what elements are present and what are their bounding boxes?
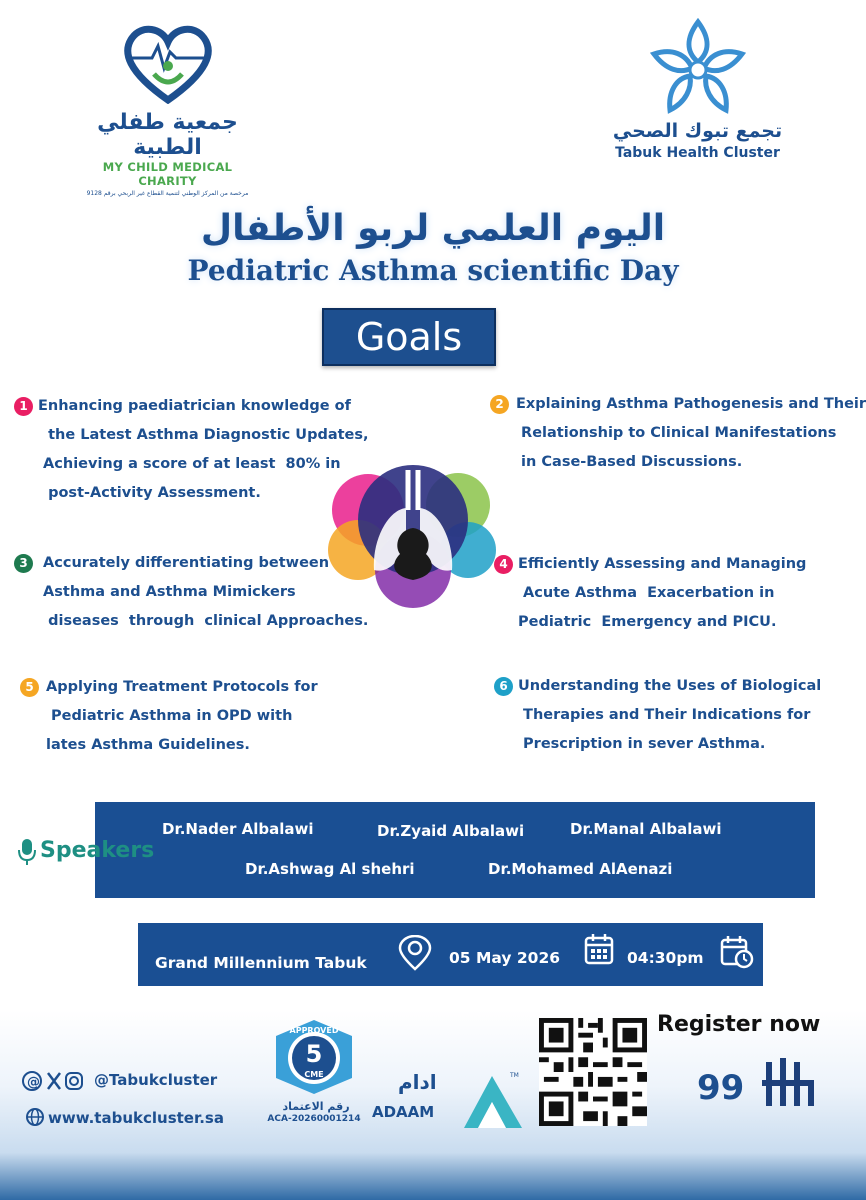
goal-text-5: Applying Treatment Protocols for Pediatric Asthma in OPD with lates Asthma Guidelines. (46, 679, 318, 753)
goal-number-5: 5 (20, 678, 39, 697)
tabuk-health-cluster-logo (605, 18, 790, 168)
register-now-label[interactable]: Register now (657, 1012, 821, 1037)
goal-5 (20, 673, 318, 760)
speakers-label: Speakers (40, 838, 155, 863)
adaam-trademark: TM (510, 1072, 519, 1079)
speaker-2: Dr.Zyaid Albalawi (377, 822, 525, 840)
event-details-bar (138, 923, 763, 986)
speaker-1: Dr.Nader Albalawi (162, 820, 314, 838)
event-time: 04:30pm (627, 949, 704, 967)
website-link[interactable]: www.tabukcluster.sa (48, 1109, 224, 1127)
social-handle[interactable]: @Tabukcluster (94, 1071, 218, 1089)
globe-icon (26, 1108, 44, 1130)
goal-number-6: 6 (494, 677, 513, 696)
title-english: Pediatric Asthma scientific Day (187, 254, 679, 287)
speaker-3: Dr.Manal Albalawi (570, 820, 722, 838)
svg-text:@: @ (27, 1075, 40, 1090)
speakers-panel (95, 802, 815, 898)
goal-number-2: 2 (490, 395, 509, 414)
lungs-illustration (328, 450, 498, 610)
goal-number-1: 1 (14, 397, 33, 416)
charity-license: مرخصة من المركز الوطني لتنمية القطاع غير الربحي برقم 9128 (86, 190, 249, 197)
cluster-star-icon (648, 18, 748, 116)
adaam-english: ADAAM (372, 1103, 435, 1121)
microphone-icon (18, 838, 36, 870)
goal-text-3: Accurately differentiating between Asthma and Asthma Mimickers diseases through clinical Approaches. (43, 555, 369, 629)
goal-text-1: Enhancing paediatrician knowledge of the Latest Asthma Diagnostic Updates, Achieving a score of at least 80% in post-Activity Assessment. (38, 398, 369, 501)
goal-4 (494, 550, 806, 637)
cme-hours: 5 (305, 1040, 323, 1068)
social-icons (22, 1070, 92, 1096)
register-code: 99 (697, 1068, 745, 1108)
event-date: 05 May 2026 (449, 949, 561, 967)
calendar-clock-icon (720, 935, 754, 969)
accreditation-number: ACA-20260001214 (267, 1114, 361, 1124)
qr-code[interactable] (538, 1018, 648, 1126)
accreditation-label: رقم الاعتماد (282, 1100, 350, 1113)
adaam-logo-icon (462, 1074, 524, 1130)
cluster-name-arabic: تجمع تبوك الصحي (612, 120, 783, 142)
goal-3 (14, 549, 368, 636)
cme-badge (268, 1016, 360, 1098)
goal-number-3: 3 (14, 554, 33, 573)
platform-logo-icon (760, 1056, 818, 1110)
cme-unit: CME (304, 1070, 324, 1079)
venue-name: Grand Millennium Tabuk (155, 954, 367, 972)
goal-text-2: Explaining Asthma Pathogenesis and Their Relationship to Clinical Manifestations in Case-Based Discussions. (516, 396, 866, 470)
charity-name-arabic: جمعية طفلي الطبية (97, 110, 238, 160)
goal-number-4: 4 (494, 555, 513, 574)
cme-approved-text: APPROVED (289, 1026, 339, 1035)
title-arabic: اليوم العلمي لربو الأطفال (200, 208, 666, 249)
my-child-charity-logo (80, 22, 255, 197)
goal-text-6: Understanding the Uses of Biological Therapies and Their Indications for Prescription in sever Asthma. (518, 678, 822, 752)
heart-icon (118, 22, 218, 104)
calendar-icon (584, 933, 614, 965)
cluster-name-english: Tabuk Health Cluster (615, 145, 780, 161)
goal-6 (494, 672, 821, 759)
goal-2 (490, 390, 866, 477)
speaker-4: Dr.Ashwag Al shehri (245, 860, 415, 878)
speaker-5: Dr.Mohamed AlAenazi (488, 860, 673, 878)
goal-text-4: Efficiently Assessing and Managing Acute Asthma Exacerbation in Pediatric Emergency and PICU. (518, 556, 807, 630)
charity-name-english: MY CHILD MEDICAL CHARITY (102, 160, 233, 188)
location-pin-icon (398, 935, 432, 971)
goals-heading: Goals (322, 308, 496, 366)
goal-1 (14, 392, 369, 508)
adaam-arabic: ادام (398, 1070, 437, 1094)
